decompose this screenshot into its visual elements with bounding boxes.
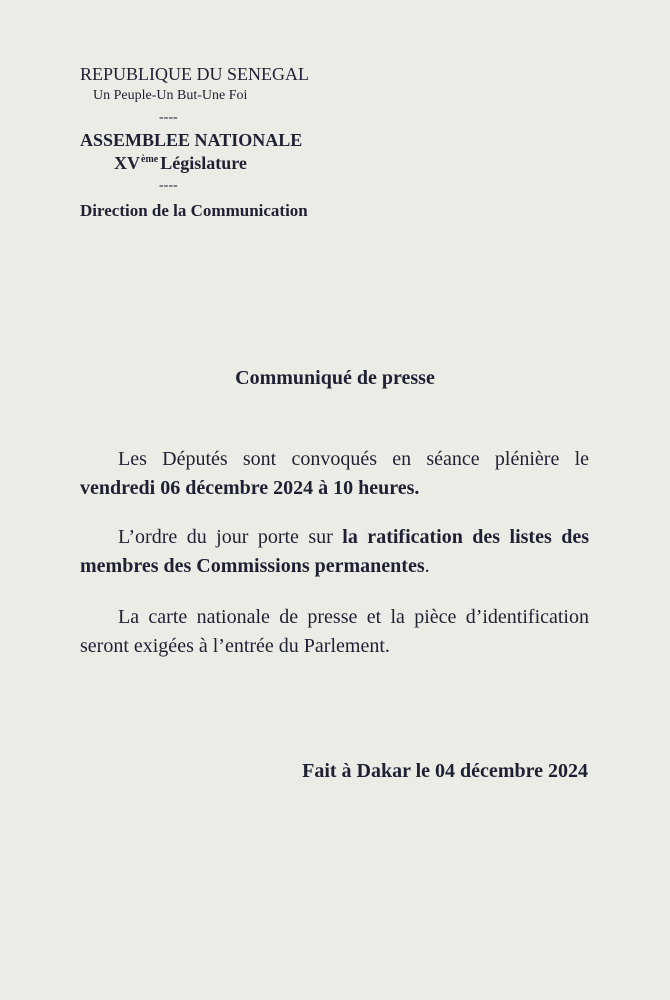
document-title: Communiqué de presse [235, 367, 435, 389]
signature-line: Fait à Dakar le 04 décembre 2024 [302, 760, 588, 782]
direction-name: Direction de la Communication [80, 201, 308, 220]
paragraph-text: Les Députés sont convoqués en séance plénière le [118, 448, 589, 470]
country-name: REPUBLIQUE DU SENEGAL [80, 64, 309, 84]
paragraph-convocation [80, 445, 589, 503]
legislature-numeral: XV [114, 153, 140, 173]
paragraph-text: L’ordre du jour porte sur [118, 526, 343, 548]
assembly-name: ASSEMBLEE NATIONALE [80, 130, 303, 150]
header-separator: ---- [159, 178, 178, 193]
paragraph-press-requirements [80, 603, 589, 661]
national-motto: Un Peuple-Un But-Une Foi [93, 88, 248, 103]
legislature-word: Législature [160, 153, 247, 173]
header-separator: ---- [159, 110, 178, 125]
paragraph-emphasis: vendredi 06 décembre 2024 à 10 heures. [80, 477, 420, 499]
legislature-ordinal-suffix: ème [141, 154, 159, 165]
paragraph-emphasis: la ratification des listes des membres des Commissions permanentes [80, 526, 589, 577]
paragraph-text: La carte nationale de presse et la pièce d’identification seront exigées à l’entrée du Parlement. [80, 606, 589, 657]
paragraph-agenda [80, 523, 589, 581]
paragraph-end: . [424, 555, 430, 577]
legislature-label [114, 153, 247, 174]
